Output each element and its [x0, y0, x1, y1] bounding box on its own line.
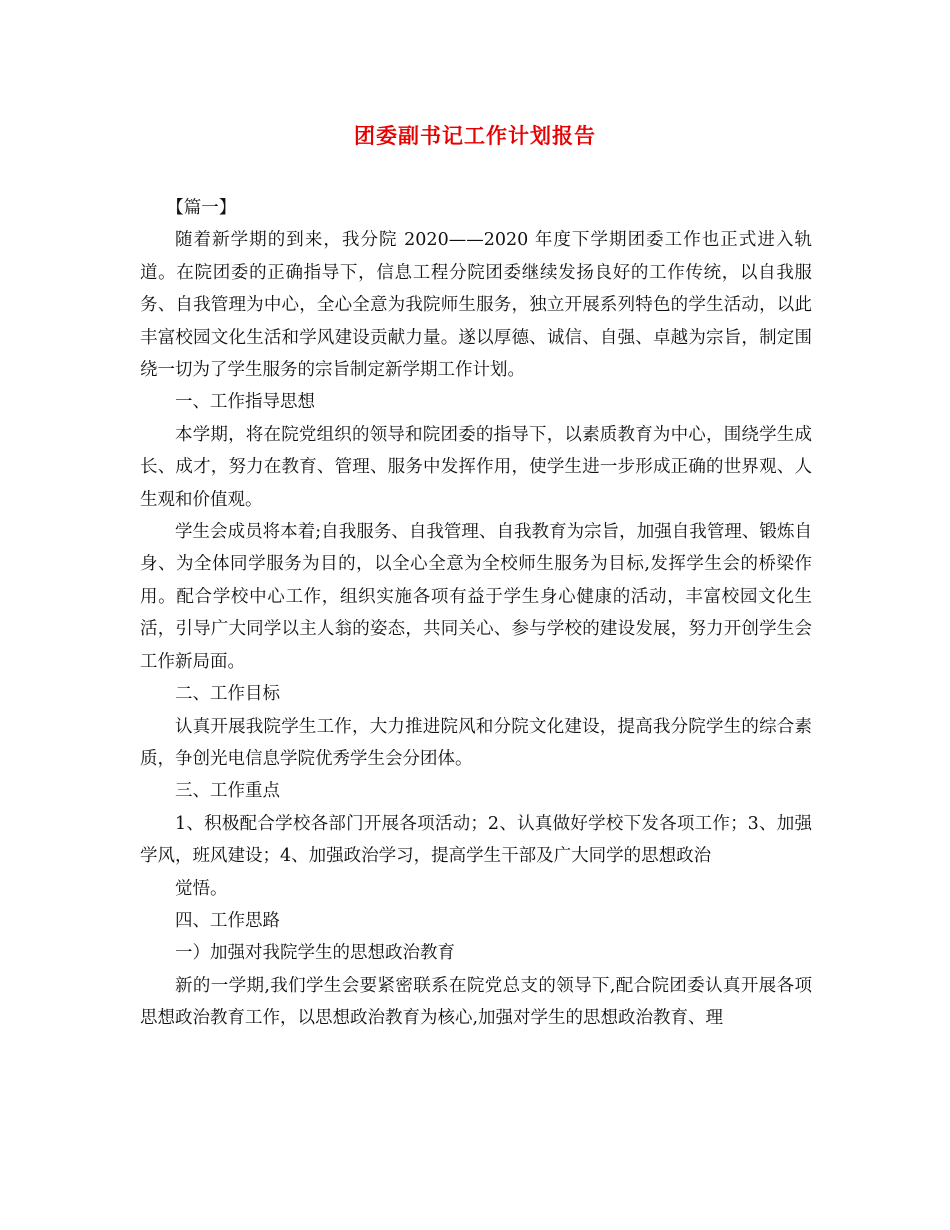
paragraph: 1、积极配合学校各部门开展各项活动；2、认真做好学校下发各项工作；3、加强学风，班风建设；4、加强政治学习，提高学生干部及广大同学的思想政治	[140, 813, 812, 867]
document-body	[140, 192, 812, 1035]
heading-work-focus: 三、工作重点	[175, 781, 280, 802]
heading-work-goals: 二、工作目标	[175, 684, 280, 705]
paragraph: 学生会成员将本着;自我服务、自我管理、自我教育为宗旨，加强自我管理、锻炼自身、为全体同学服务为目的，以全心全意为全校师生服务为目标,发挥学生会的桥梁作用。配合学校中心工作，组织实施各项有益于学生身心健康的活动，丰富校园文化生活，引导广大同学以主人翁的姿态，共同关心、参与学校的建设发展，努力开创学生会工作新局面。	[140, 522, 812, 672]
heading-work-approach: 四、工作思路	[175, 910, 280, 931]
heading-guiding-ideology: 一、工作指导思想	[175, 392, 315, 413]
paragraph: 随着新学期的到来，我分院 2020——2020 年度下学期团委工作也正式进入轨道。在院团委的正确指导下，信息工程分院团委继续发扬良好的工作传统，以自我服务、自我管理为中心，全心全意为我院师生服务，独立开展系列特色的学生活动，以此丰富校园文化生活和学风建设贡献力量。遂以厚德、诚信、自强、卓越为宗旨，制定围绕一切为了学生服务的宗旨制定新学期工作计划。	[140, 230, 812, 381]
paragraph: 新的一学期,我们学生会要紧密联系在院党总支的领导下,配合院团委认真开展各项思想政治教育工作，以思想政治教育为核心,加强对学生的思想政治教育、理	[140, 975, 812, 1029]
paragraph-continuation: 觉悟。	[175, 878, 228, 899]
document-title: 团委副书记工作计划报告	[354, 123, 596, 148]
paragraph: 认真开展我院学生工作，大力推进院风和分院文化建设，提高我分院学生的综合素质，争创光电信息学院优秀学生会分团体。	[140, 716, 812, 769]
section-label: 【篇一】	[166, 198, 237, 218]
paragraph: 本学期，将在院党组织的领导和院团委的指导下，以素质教育为中心，围绕学生成长、成才，努力在教育、管理、服务中发挥作用，使学生进一步形成正确的世界观、人生观和价值观。	[140, 424, 812, 510]
subheading-political-education: 一）加强对我院学生的思想政治教育	[175, 943, 455, 964]
